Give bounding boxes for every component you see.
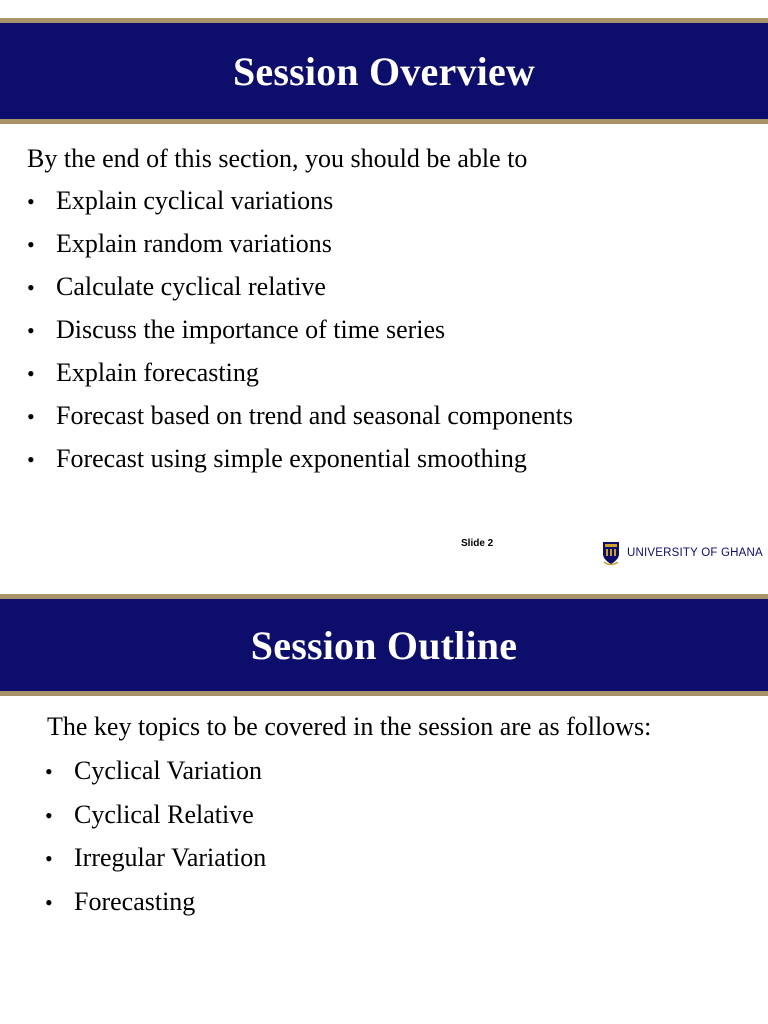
bullet-list — [45, 756, 266, 930]
bullet-text: Irregular Variation — [74, 843, 267, 872]
list-item — [27, 358, 573, 401]
bullet-icon: • — [27, 275, 35, 300]
bullet-text: Forecasting — [74, 886, 196, 916]
list-item — [45, 887, 266, 931]
university-name: UNIVERSITY OF GHANA — [627, 547, 763, 559]
bullet-text: Cyclical Relative — [74, 799, 254, 829]
slide-title: Session Outline — [250, 622, 518, 668]
bullet-icon: • — [27, 318, 35, 343]
bullet-text: Discuss the importance of time series — [56, 315, 446, 344]
bullet-icon: • — [45, 846, 53, 871]
bullet-icon: • — [27, 361, 35, 386]
list-item — [27, 229, 573, 272]
bullet-text: Forecast based on trend and seasonal components — [56, 401, 573, 430]
university-logo — [601, 540, 763, 566]
bullet-text: Forecast using simple exponential smoothing — [56, 444, 527, 473]
bullet-icon: • — [27, 447, 35, 472]
bullet-text: Explain random variations — [56, 229, 332, 258]
slide-title: Session Overview — [232, 48, 536, 94]
list-item — [27, 401, 573, 444]
list-item — [45, 843, 266, 887]
list-item — [27, 272, 573, 315]
intro-text: The key topics to be covered in the session are as follows: — [47, 712, 652, 741]
list-item — [27, 186, 573, 229]
list-item — [45, 756, 266, 800]
bullet-text: Explain cyclical variations — [56, 186, 334, 215]
title-bar — [0, 18, 768, 124]
bullet-icon: • — [45, 889, 53, 915]
bullet-icon: • — [45, 802, 53, 828]
list-item — [27, 315, 573, 358]
list-item — [27, 444, 573, 487]
bullet-icon: • — [27, 232, 35, 257]
bullet-icon: • — [27, 189, 35, 214]
bullet-list — [27, 186, 573, 487]
list-item — [45, 800, 266, 844]
slide-session-outline — [0, 594, 768, 1024]
title-bar — [0, 594, 768, 696]
slide-number: Slide 2 — [461, 538, 494, 549]
bullet-text: Calculate cyclical relative — [56, 272, 326, 301]
intro-text: By the end of this section, you should be able to — [27, 144, 528, 173]
bullet-text: Cyclical Variation — [74, 756, 262, 785]
bullet-text: Explain forecasting — [56, 358, 259, 387]
university-crest-icon — [601, 540, 621, 566]
bullet-icon: • — [45, 759, 53, 784]
bullet-icon: • — [27, 404, 35, 429]
